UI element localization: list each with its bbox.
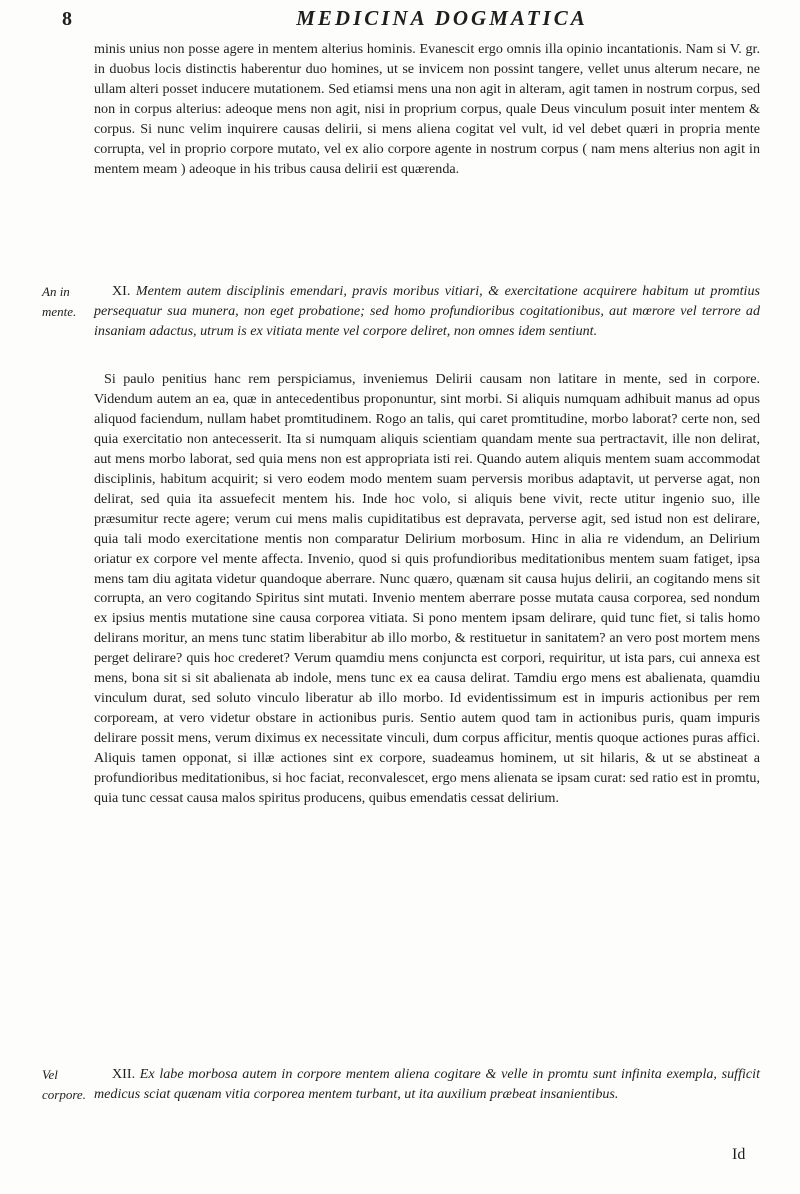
section-11-number: XI. — [112, 283, 131, 299]
section-11-text: Mentem autem disciplinis emendari, pravis moribus vitiari, & exercitatione acquirere habitum ut promtius persequatur sua munera, non eget probatione; sed homo profundioribus cogitationibus, aut mœrore vel terrore ad insaniam adactus, utrum is ex vitiata mente vel corpore deliret, non omnes idem sentiunt. — [94, 283, 761, 339]
section-12-number: XII. — [112, 1066, 136, 1082]
section-11-heading — [94, 282, 760, 342]
page-header — [62, 6, 762, 34]
margin-note-an-in-mente: An in mente. — [42, 284, 77, 319]
section-12-text: Ex labe morbosa autem in corpore mentem aliena cogitare & velle in promtu sunt infinita exempla, sufficit medicus sciat quænam vitia corporea mentem turbant, ut ita auxilium præbeat insanientibus. — [94, 1066, 760, 1102]
paragraph-continuation: minis unius non posse agere in mentem alterius hominis. Evanescit ergo omnis illa opinio incantationis. Nam si V. gr. in duobus locis distinctis haberentur duo homines, ut se invicem non possint tangere, vellet unus alterum necare, ne ullam alteri posset inducere mutationem. Sed etiamsi mens una non agit in alteram, agit tamen in nostrum corpus, sed non in corpus alterius: adeoque mens non agit, nisi in proprium corpus, quale Deus vinculum posuit inter mentem & corpus. Si nunc velim inquirere causas delirii, si mens aliena cogitat vel vult, id vel debet quæri in propria mente corrupta, vel in proprio corpore mutato, vel ex alio corpore agente in nostrum corpus ( nam mens alterius non agit in mentem meam ) adeoque in his tribus causa delirii est quærenda. — [94, 41, 760, 177]
margin-note-vel-corpore: Vel corpore. — [42, 1067, 86, 1102]
paragraph-main-discussion: Si paulo penitius hanc rem perspiciamus, inveniemus Delirii causam non latitare in mente, sed in corpore. Videndum autem an ea, quæ in antecedentibus proponuntur, sint morbi. Si aliquis numquam adhibuit manus ad opus aliquod faciendum, nullam habet promtitudinem. Rogo an talis, qui caret promtitudine, morbo laborat? certe non, sed quia exercitatio non antecesserit. Ita si numquam aliquis scientiam quandam mente sua pertractavit, ille non delirat, aut mens morbo laborat, sed quia mens non est appropriata isti rei. Quando autem aliquis mentem suam accommodat disciplinis, habitum acquirit; si vero eodem modo mentem suam perversis moribus adaptavit, ut perverse agat, non delirat, sed quia ita assuefecit mentem his. Inde hoc volo, si aliquis bene vivit, recte utitur ingenio suo, ille præsumitur recte agere; verum cui mens malis cupiditatibus est depravata, perverse agit, sed istud non est delirare, quia tali modo exercitatione mentis non comparatur Delirium morbosum. Hinc in alia re videndum, an Delirium oriatur ex corpore vel mente affecta. Invenio, quod si quis profundioribus meditationibus mentem suam fatiget, ipsa mens tam diu agitata videtur quandoque aberrare. Nunc quæro, quænam sit causa hujus delirii, an cogitando mens sit corrupta, an vero cogitando Spiritus sint mutati. Invenio mentem aberrare posse mutata causa corporea, sed nondum ex ipsius mentis mutatione sine causa corporea vitiata. Si pono mentem ipsam delirare, quid tunc fiet, si talis homo delirans moritur, an mens tunc statim liberabitur ab illo morbo, & restituetur in sanitatem? an vero post mortem mens perget delirare? quis hoc crederet? Verum quamdiu mens conjuncta est corpori, requiritur, ut ista pars, cui annexa est mens, bona sit si sit abalienata ab indole, mens tunc ex ea causa delirat. Tamdiu ergo mens est abalienata, quamdiu vinculum durat, sed soluto vinculo liberatur ab illo morbo. Id evidentissimum est in impuris actionibus per rem corpoream, at vero videtur obstare in actionibus puris. Sentio autem quod tam in actionibus puris, quam impuris delirare possit mens, verum diximus ex necessitate vinculi, dum corpus afficitur, mentis quoque actiones puras affici. Aliquis tamen opponat, si illæ actiones sint ex corpore, suadeamus hominem, ut sit hilaris, & ut se abstineat a profundioribus meditationibus, si hoc faciat, reconvalescet, ergo mens alienata se ipsam curat: sed ratio est in promtu, quia tunc cessat causa malos spiritus producens, quibus emendatis cessat delirium. — [94, 371, 760, 807]
catchword: Id — [732, 1146, 746, 1163]
section-12-heading — [94, 1065, 760, 1105]
page-number: 8 — [62, 8, 72, 30]
running-title: MEDICINA DOGMATICA — [296, 6, 588, 30]
